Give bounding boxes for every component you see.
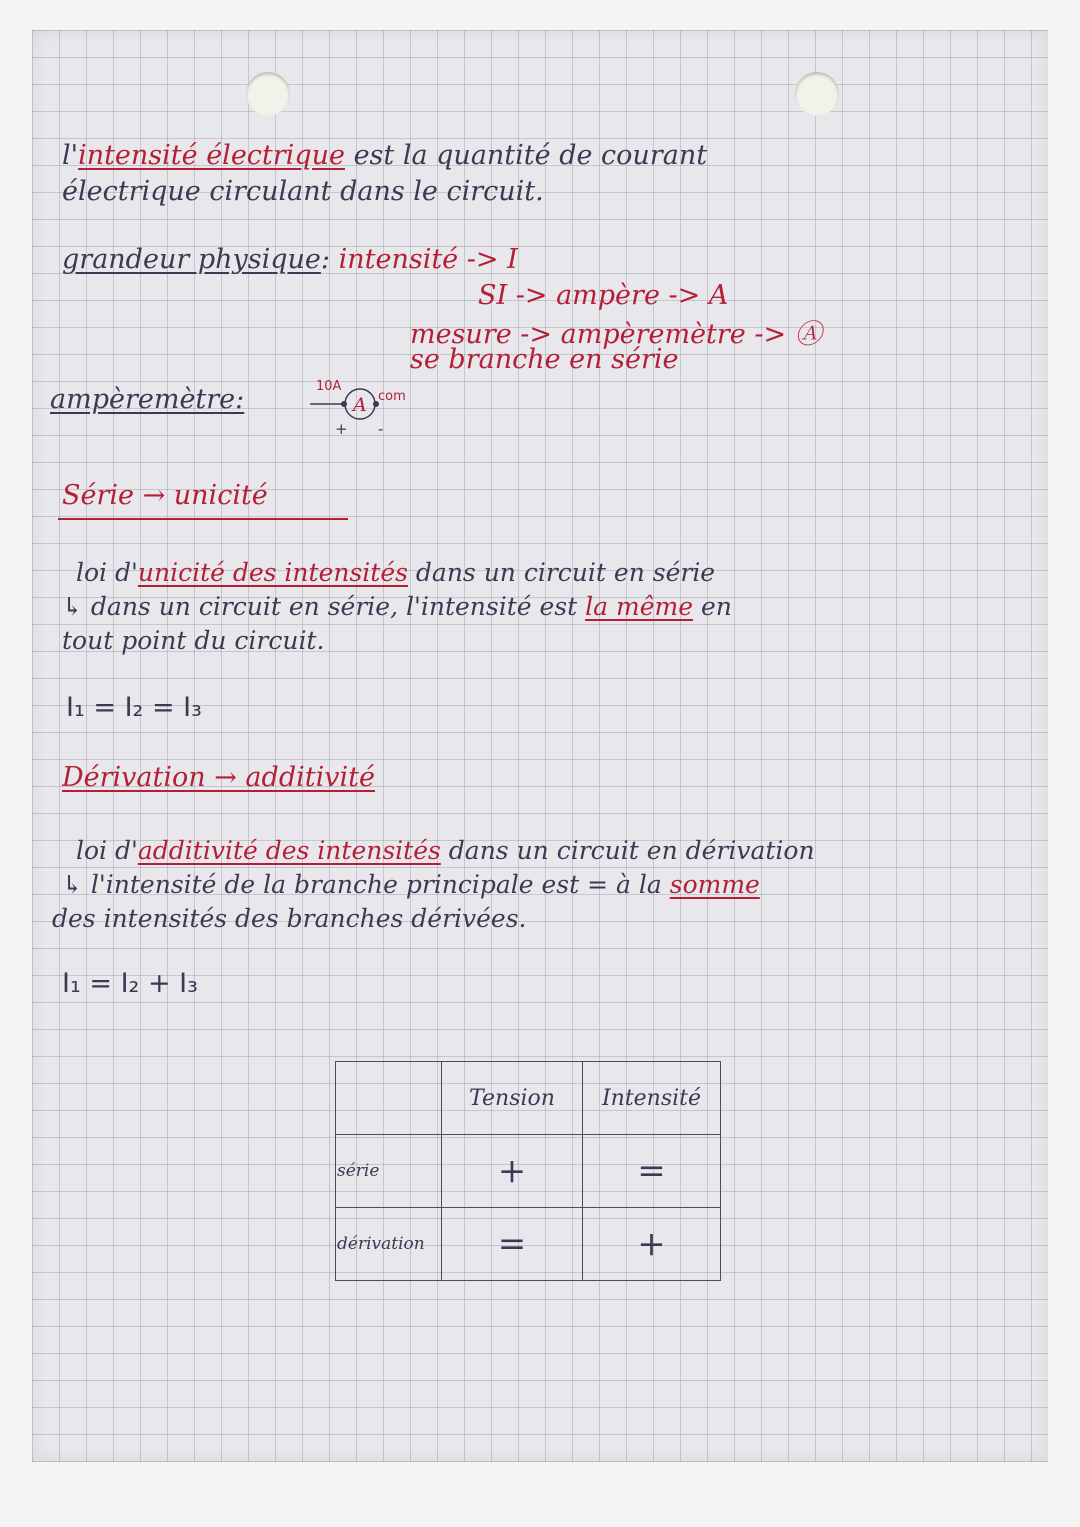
amperemetre-label: ampèremètre:: [50, 384, 245, 415]
serie-law-term: unicité des intensités: [137, 558, 408, 587]
grandeur-si: SI -> ampère -> A: [478, 280, 729, 311]
terminal-left-dot: [341, 401, 347, 407]
derivation-desc-line-1: ↳ l'intensité de la branche principale est = à la somme: [62, 870, 760, 899]
derivation-desc-line-2: des intensités des branches dérivées.: [52, 904, 527, 933]
hook-arrow-icon: ↳: [62, 592, 83, 621]
grandeur-label: grandeur physique: [62, 244, 321, 275]
serie-formula: I₁ = I₂ = I₃: [66, 692, 202, 723]
grandeur-mesure: mesure -> ampèremètre -> Ⓐ: [410, 319, 822, 350]
grandeur-line: grandeur physique: intensité -> I: [62, 244, 518, 275]
table-header-intensite: Intensité: [583, 1062, 721, 1135]
serie-desc-line-1: ↳ dans un circuit en série, l'intensité est la même en: [62, 592, 732, 621]
definition-term: intensité électrique: [78, 140, 345, 171]
terminal-com-label: com: [378, 389, 406, 404]
table-cell-derivation-intensite: +: [583, 1208, 721, 1281]
table-corner-cell: [336, 1062, 442, 1135]
minus-sign: -: [378, 420, 384, 438]
binder-hole-left: [246, 72, 290, 116]
summary-table: [335, 1061, 721, 1281]
derivation-law-term: additivité des intensités: [137, 836, 441, 865]
table-row-label-derivation: dérivation: [336, 1208, 442, 1281]
derivation-law-line: loi d'additivité des intensités dans un circuit en dérivation: [76, 836, 815, 865]
table-cell-serie-intensite: =: [583, 1135, 721, 1208]
serie-heading: Série → unicité: [62, 480, 268, 511]
table-row: [336, 1062, 721, 1135]
definition-line-2: électrique circulant dans le circuit.: [62, 176, 544, 207]
serie-law-line: loi d'unicité des intensités dans un circuit en série: [76, 558, 716, 587]
amperemetre-symbol-icon: [300, 372, 450, 442]
serie-heading-underline: [58, 518, 348, 520]
ammeter-letter: A: [353, 394, 367, 416]
definition-rest: est la quantité de courant: [353, 140, 708, 171]
definition-line-1: [62, 140, 707, 171]
table-header-tension: Tension: [442, 1062, 583, 1135]
derivation-formula: I₁ = I₂ + I₃: [62, 968, 198, 999]
binder-hole-right: [795, 72, 839, 116]
table-row-label-serie: série: [336, 1135, 442, 1208]
hook-arrow-icon: ↳: [62, 870, 83, 899]
grandeur-intensite: intensité -> I: [338, 244, 518, 275]
definition-prefix: l': [62, 140, 79, 171]
table-cell-serie-tension: +: [442, 1135, 583, 1208]
table-row: [336, 1135, 721, 1208]
plus-sign: +: [335, 420, 348, 438]
serie-desc-line-2: tout point du circuit.: [62, 626, 325, 655]
table-row: [336, 1208, 721, 1281]
terminal-10a-label: 10A: [316, 379, 342, 394]
table-cell-derivation-tension: =: [442, 1208, 583, 1281]
grandeur-branche: se branche en série: [410, 344, 679, 375]
derivation-somme: somme: [669, 870, 760, 899]
derivation-heading: Dérivation → additivité: [62, 762, 375, 793]
serie-la-meme: la même: [585, 592, 693, 621]
